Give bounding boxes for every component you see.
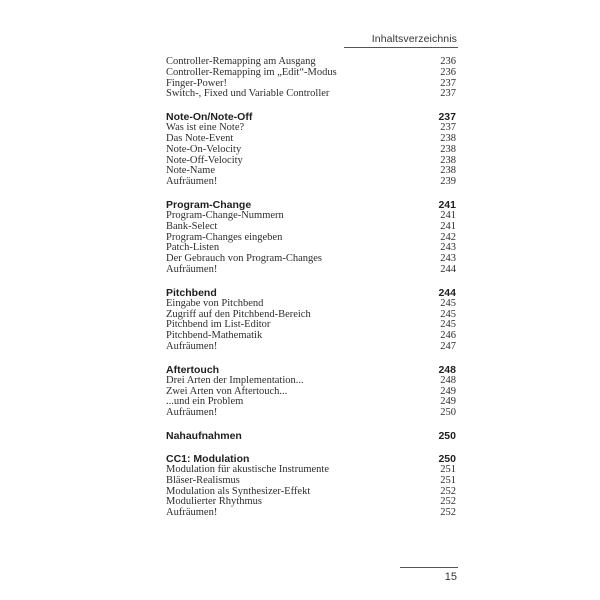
header-rule bbox=[344, 47, 458, 48]
entry-page-number: 237 bbox=[440, 77, 456, 89]
toc-entry bbox=[166, 177, 456, 188]
entry-title: Modulierter Rhythmus bbox=[166, 496, 262, 508]
entry-page-number: 239 bbox=[440, 176, 456, 188]
entry-page-number: 252 bbox=[440, 507, 456, 519]
entry-page-number: 236 bbox=[440, 56, 456, 67]
entry-page-number: 244 bbox=[440, 263, 456, 275]
toc-chapter-heading bbox=[166, 430, 456, 442]
chapter-page-number: 248 bbox=[438, 363, 456, 376]
entry-title: Drei Arten der Implementation... bbox=[166, 374, 304, 386]
entry-page-number: 248 bbox=[440, 374, 456, 386]
chapter-page-number: 237 bbox=[438, 111, 456, 124]
toc-section bbox=[166, 430, 456, 442]
toc-entry bbox=[166, 265, 456, 276]
entry-title: Modulation als Synthesizer-Effekt bbox=[166, 485, 311, 497]
entry-page-number: 238 bbox=[440, 165, 456, 177]
chapter-page-number: 241 bbox=[438, 198, 456, 211]
chapter-page-number: 250 bbox=[438, 429, 456, 442]
entry-page-number: 237 bbox=[440, 122, 456, 134]
toc-section bbox=[166, 453, 456, 519]
table-of-contents bbox=[166, 57, 456, 530]
entry-title: Note-On-Velocity bbox=[166, 143, 242, 155]
entry-page-number: 241 bbox=[440, 220, 456, 232]
entry-title: Was ist eine Note? bbox=[166, 122, 245, 134]
toc-section bbox=[166, 287, 456, 353]
toc-entry bbox=[166, 299, 456, 310]
toc-entry bbox=[166, 89, 456, 100]
entry-page-number: 249 bbox=[440, 396, 456, 408]
toc-chapter-heading bbox=[166, 287, 456, 299]
entry-page-number: 236 bbox=[440, 66, 456, 78]
toc-entry bbox=[166, 508, 456, 519]
entry-title: Der Gebrauch von Program-Changes bbox=[166, 253, 322, 265]
entry-page-number: 252 bbox=[440, 496, 456, 508]
entry-page-number: 241 bbox=[440, 209, 456, 221]
entry-title: Bank-Select bbox=[166, 220, 218, 232]
entry-page-number: 250 bbox=[440, 407, 456, 419]
entry-title: Finger-Power! bbox=[166, 77, 228, 89]
chapter-title: Note-On/Note-Off bbox=[166, 111, 253, 124]
entry-title: ...und ein Problem bbox=[166, 396, 244, 408]
toc-chapter-heading bbox=[166, 364, 456, 376]
toc-entry bbox=[166, 476, 456, 487]
entry-page-number: 247 bbox=[440, 340, 456, 352]
chapter-title: Pitchbend bbox=[166, 286, 217, 299]
running-header: Inhaltsverzeichnis bbox=[371, 33, 457, 45]
entry-page-number: 245 bbox=[440, 319, 456, 331]
entry-title: Aufräumen! bbox=[166, 176, 218, 188]
toc-section bbox=[166, 364, 456, 419]
entry-title: Aufräumen! bbox=[166, 340, 218, 352]
chapter-title: Program-Change bbox=[166, 198, 252, 211]
entry-title: Program-Changes eingeben bbox=[166, 231, 283, 243]
entry-title: Note-Name bbox=[166, 165, 215, 177]
toc-entry bbox=[166, 408, 456, 419]
entry-title: Modulation für akustische Instrumente bbox=[166, 463, 330, 475]
entry-page-number: 252 bbox=[440, 485, 456, 497]
entry-page-number: 243 bbox=[440, 242, 456, 254]
entry-page-number: 251 bbox=[440, 474, 456, 486]
chapter-title: Nahaufnahmen bbox=[166, 429, 242, 442]
toc-entry bbox=[166, 342, 456, 353]
footer-rule bbox=[400, 567, 458, 568]
entry-page-number: 243 bbox=[440, 253, 456, 265]
toc-entry bbox=[166, 222, 456, 233]
entry-title: Pitchbend-Mathematik bbox=[166, 330, 263, 342]
toc-section bbox=[166, 111, 456, 188]
toc-section bbox=[166, 199, 456, 276]
entry-page-number: 238 bbox=[440, 132, 456, 144]
entry-title: Das Note-Event bbox=[166, 132, 234, 144]
page-number: 15 bbox=[444, 571, 457, 583]
entry-page-number: 246 bbox=[440, 330, 456, 342]
entry-page-number: 238 bbox=[440, 154, 456, 166]
entry-title: Eingabe von Pitchbend bbox=[166, 297, 264, 309]
entry-page-number: 245 bbox=[440, 308, 456, 320]
entry-title: Switch-, Fixed und Variable Controller bbox=[166, 88, 330, 100]
entry-title: Aufräumen! bbox=[166, 507, 218, 519]
toc-section bbox=[166, 57, 456, 100]
toc-entry bbox=[166, 376, 456, 387]
entry-title: Aufräumen! bbox=[166, 407, 218, 419]
entry-title: Controller-Remapping im „Edit“-Modus bbox=[166, 66, 337, 78]
entry-title: Zwei Arten von Aftertouch... bbox=[166, 385, 288, 397]
entry-title: Note-Off-Velocity bbox=[166, 154, 243, 166]
toc-entry bbox=[166, 68, 456, 79]
entry-page-number: 237 bbox=[440, 88, 456, 100]
entry-title: Pitchbend im List-Editor bbox=[166, 319, 271, 331]
entry-page-number: 249 bbox=[440, 385, 456, 397]
entry-title: Program-Change-Nummern bbox=[166, 209, 284, 221]
entry-title: Zugriff auf den Pitchbend-Bereich bbox=[166, 308, 311, 320]
chapter-page-number: 244 bbox=[438, 286, 456, 299]
entry-title: Controller-Remapping am Ausgang bbox=[166, 56, 316, 67]
entry-page-number: 238 bbox=[440, 143, 456, 155]
entry-title: Patch-Listen bbox=[166, 242, 220, 254]
toc-entry bbox=[166, 145, 456, 156]
entry-page-number: 242 bbox=[440, 231, 456, 243]
entry-page-number: 251 bbox=[440, 463, 456, 475]
chapter-page-number: 250 bbox=[438, 452, 456, 465]
entry-title: Bläser-Realismus bbox=[166, 474, 240, 486]
entry-page-number: 245 bbox=[440, 297, 456, 309]
entry-title: Aufräumen! bbox=[166, 263, 218, 275]
chapter-title: CC1: Modulation bbox=[166, 452, 250, 465]
chapter-title: Aftertouch bbox=[166, 363, 220, 376]
